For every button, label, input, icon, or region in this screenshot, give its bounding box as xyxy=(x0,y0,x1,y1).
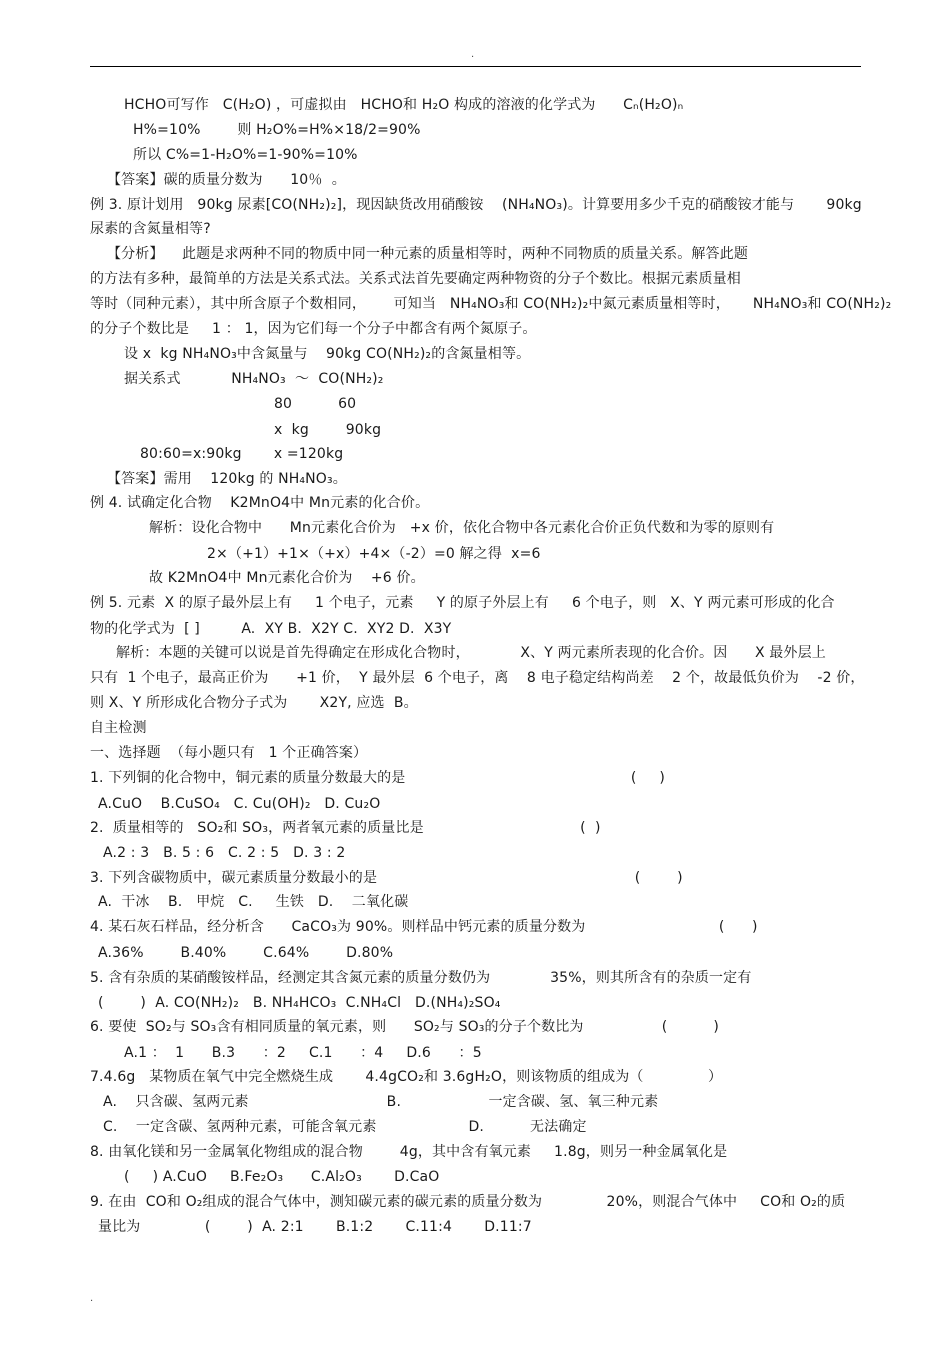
question-3: 3. 下列含碳物质中，碳元素质量分数最小的是 ( ) xyxy=(90,870,683,886)
question-8-options: ( ) A.CuO B.Fe₂O₃ C.Al₂O₃ D.CaO xyxy=(124,1169,440,1185)
question-1: 1. 下列铜的化合物中，铜元素的质量分数最大的是 ( ) xyxy=(90,770,666,786)
text-line: 等时（同种元素），其中所含原子个数相同， 可知当 NH₄NO₃和 CO(NH₂)₂中氮元素质量相等时， NH₄NO₃和 CO(NH₂)₂ xyxy=(90,296,892,312)
text-line: HCHO可写作 C(H₂O) ，可虚拟由 HCHO和 H₂O 构成的溶液的化学式为 Cₙ(H₂O)ₙ xyxy=(124,97,684,113)
question-2: 2. 质量相等的 SO₂和 SO₃，两者氧元素的质量比是 ( ) xyxy=(90,820,601,836)
question-4: 4. 某石灰石样品，经分析含 CaCO₃为 90%。则样品中钙元素的质量分数为 ( ) xyxy=(90,919,758,935)
question-3-options: A. 干冰 B. 甲烷 C. 生铁 D. 二氧化碳 xyxy=(98,894,409,910)
answer-line: 【答案】需用 120kg 的 NH₄NO₃。 xyxy=(107,471,347,487)
section-title: 自主检测 xyxy=(90,720,147,736)
text-line: 故 K2MnO4中 Mn元素化合价为 +6 价。 xyxy=(149,570,425,586)
question-7-options-cd: C. 一定含碳、氢两种元素，可能含氧元素 D. 无法确定 xyxy=(103,1119,587,1135)
question-6-options: A.1 ： 1 B.3 ：2 C.1 ：4 D.6 ：5 xyxy=(124,1045,482,1061)
example-heading: 例 4. 试确定化合物 K2MnO4中 Mn元素的化合价。 xyxy=(90,495,430,511)
question-2-options: A.2 : 3 B. 5 : 6 C. 2 : 5 D. 3 : 2 xyxy=(103,845,346,861)
question-5: 5. 含有杂质的某硝酸铵样品，经测定其含氮元素的质量分数仍为 35%，则其所含有的杂质一定有 xyxy=(90,970,752,986)
question-9: 9. 在由 CO和 O₂组成的混合气体中，测知碳元素的碳元素的质量分数为 20%，则混合气体中 CO和 O₂的质 xyxy=(90,1194,846,1210)
text-line: 物的化学式为 [ ] A. XY B. X2Y C. XY2 D. X3Y xyxy=(90,621,452,637)
text-line: 的分子个数比是 1 ： 1，因为它们每一个分子中都含有两个氮原子。 xyxy=(90,321,537,337)
text-line: 则 X、Y 所形成化合物分子式为 X2Y, 应选 B。 xyxy=(90,695,418,711)
analysis-line: 【分析】 此题是求两种不同的物质中同一种元素的质量相等时，两种不同物质的质量关系。解答此题 xyxy=(107,246,748,262)
text-line: x kg 90kg xyxy=(274,422,382,438)
text-line: 据关系式 NH₄NO₃ ～ CO(NH₂)₂ xyxy=(124,371,384,387)
text-line: 设 x kg NH₄NO₃中含氮量与 90kg CO(NH₂)₂的含氮量相等。 xyxy=(124,346,531,362)
footer-mark: . xyxy=(90,1293,94,1304)
text-line: 所以 C%=1-H₂O%=1-90%=10% xyxy=(133,147,358,163)
text-line: 解析：设化合物中 Mn元素化合价为 +x 价，依化合物中各元素化合价正负代数和为零的原则有 xyxy=(149,520,775,536)
example-heading: 例 5. 元素 X 的原子最外层上有 1 个电子，元素 Y 的原子外层上有 6 个电子，则 X、Y 两元素可形成的化合 xyxy=(90,595,835,611)
answer-line: 【答案】碳的质量分数为 10％ 。 xyxy=(107,172,346,188)
text-line: 80:60=x:90kg x =120kg xyxy=(140,446,344,462)
text-line: H%=10% 则 H₂O%=H%×18/2=90% xyxy=(133,122,421,138)
question-9-options: 量比为 ( ) A. 2:1 B.1:2 C.11:4 D.11:7 xyxy=(98,1219,532,1235)
question-6: 6. 要使 SO₂与 SO₃含有相同质量的氧元素，则 SO₂与 SO₃的分子个数比为 ( ) xyxy=(90,1019,720,1035)
text-line: 的方法有多种，最简单的方法是关系式法。关系式法首先要确定两种物资的分子个数比。根据元素质量相 xyxy=(90,271,741,287)
text-line: 尿素的含氮量相等? xyxy=(90,221,211,237)
header-mark: . xyxy=(471,49,475,60)
question-8: 8. 由氧化镁和另一金属氧化物组成的混合物 4g，其中含有氧元素 1.8g，则另一种金属氧化是 xyxy=(90,1144,728,1160)
question-7: 7.4.6g 某物质在氧气中完全燃烧生成 4.4gCO₂和 3.6gH₂O，则该物质的组成为（ ） xyxy=(90,1069,723,1085)
question-7-options-ab: A. 只含碳、氢两元素 B. 一定含碳、氢、氧三种元素 xyxy=(103,1094,659,1110)
section-subtitle: 一、选择题 （每小题只有 1 个正确答案） xyxy=(90,745,368,761)
text-line: 只有 1 个电子，最高正价为 +1 价， Y 最外层 6 个电子，离 8 电子稳定结构尚差 2 个，故最低负价为 -2 价， xyxy=(90,670,865,686)
text-line: 解析：本题的关键可以说是首先得确定在形成化合物时， X、Y 两元素所表现的化合价。因 X 最外层上 xyxy=(116,645,826,661)
question-4-options: A.36% B.40% C.64% D.80% xyxy=(98,945,394,961)
equation-line: 2×（+1）+1×（+x）+4×（-2）=0 解之得 x=6 xyxy=(207,546,541,562)
question-5-options: ( ) A. CO(NH₂)₂ B. NH₄HCO₃ C.NH₄Cl D.(NH₄)₂SO₄ xyxy=(98,995,501,1011)
header-rule xyxy=(90,66,861,67)
example-heading: 例 3. 原计划用 90kg 尿素[CO(NH₂)₂]，现因缺货改用硝酸铵 (NH₄NO₃)。计算要用多少千克的硝酸铵才能与 90kg xyxy=(90,197,862,213)
text-line: 80 60 xyxy=(274,396,357,412)
question-1-options: A.CuO B.CuSO₄ C. Cu(OH)₂ D. Cu₂O xyxy=(98,796,381,812)
